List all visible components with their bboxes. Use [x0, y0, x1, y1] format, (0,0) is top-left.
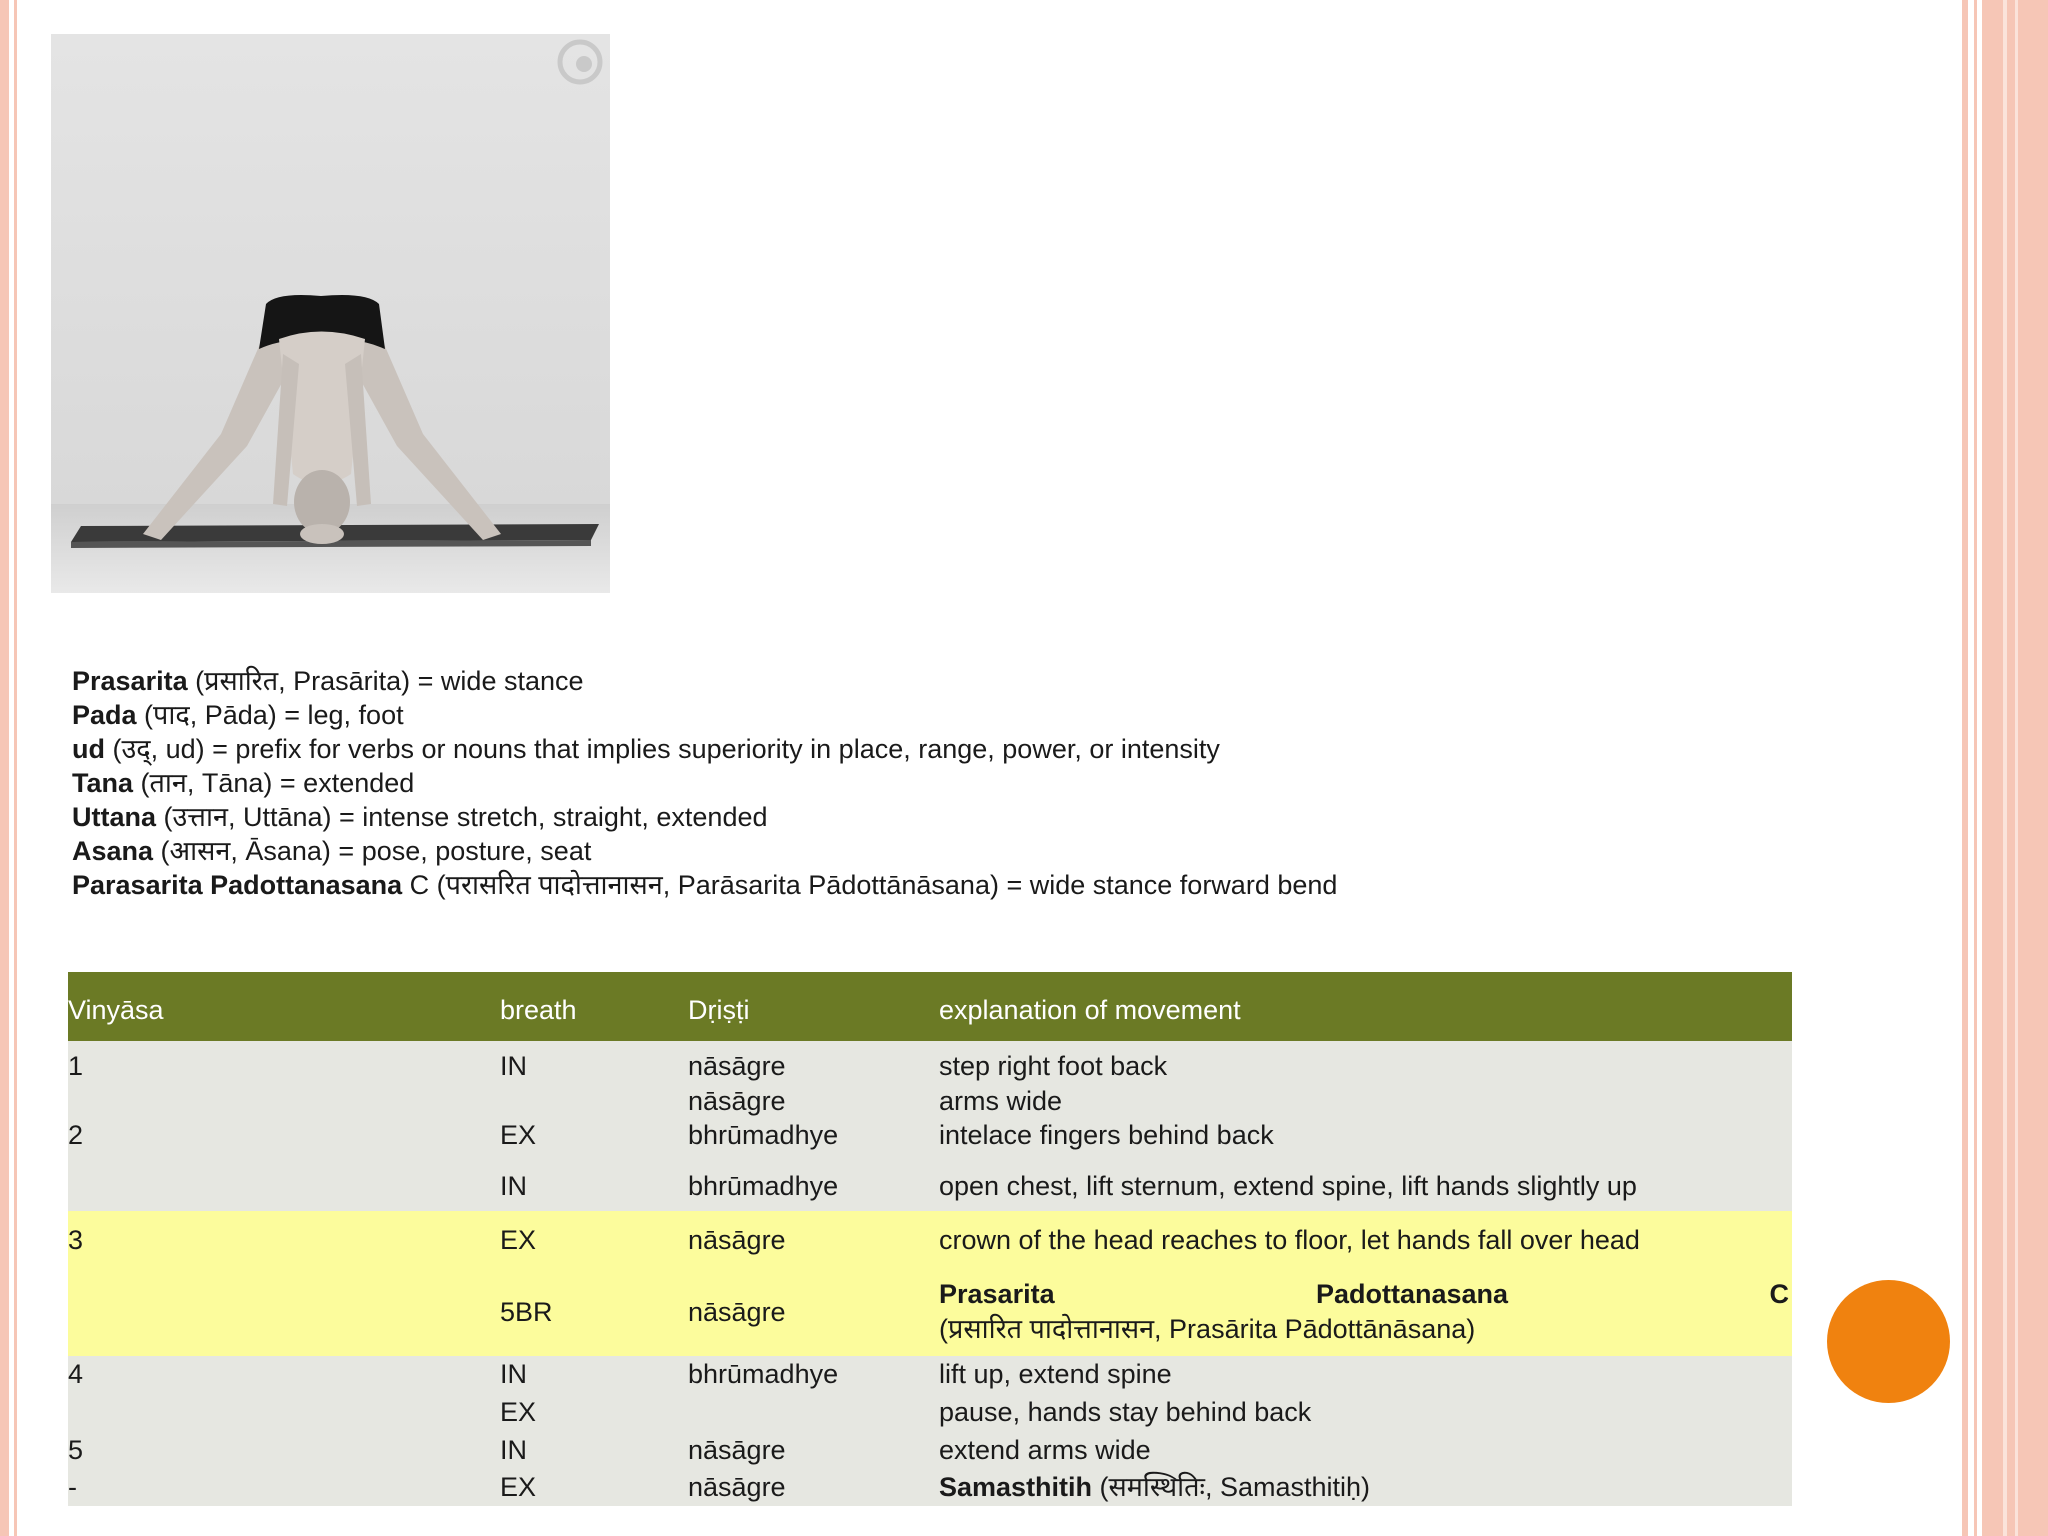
table-row: 5BR nāsāgre Prasarita Padottanasana C (प्रसारित पादोत्तानासन, Prasārita Pādottānāsana) — [68, 1277, 1792, 1347]
vinyasa-table — [68, 972, 1792, 1506]
table-row: EX pause, hands stay behind back — [500, 1397, 1312, 1427]
samasthitih-cell: Samasthitih (समस्थितिः, Samasthitiḥ) — [939, 1472, 1371, 1502]
right-border-line-2 — [1974, 0, 1977, 1536]
glossary-line: Tana (तान, Tāna) = extended — [72, 768, 415, 798]
sanskrit-glossary — [72, 664, 1772, 902]
left-border-stripe — [0, 0, 9, 1536]
glossary-line: Uttana (उत्तान, Uttāna) = intense stretch, straight, extended — [72, 802, 768, 832]
right-border-highlight-1 — [2003, 0, 2007, 1536]
header-explanation: explanation of movement — [939, 995, 1241, 1025]
table-row: 2 EX bhrūmadhye intelace fingers behind back — [68, 1120, 1274, 1150]
pose-photo — [51, 34, 610, 593]
table-row: nāsāgre arms wide — [688, 1086, 1063, 1116]
table-row: IN bhrūmadhye open chest, lift sternum, extend spine, lift hands slightly up — [500, 1171, 1637, 1201]
table-row: 5 IN nāsāgre extend arms wide — [68, 1435, 1151, 1465]
pose-name-cell: Prasarita Padottanasana C (प्रसारित पादोत्तानासन, Prasārita Pādottānāsana) — [939, 1279, 1789, 1344]
table-row: 1 IN nāsāgre step right foot back — [68, 1051, 1168, 1081]
table-section-grey — [68, 1356, 1792, 1506]
glossary-line: Parasarita Padottanasana C (परासरित पादोत्तानासन, Parāsarita Pādottānāsana) = wide stance forward bend — [72, 870, 1338, 900]
table-row: 4 IN bhrūmadhye lift up, extend spine — [68, 1359, 1172, 1389]
table-row: 3 EX nāsāgre crown of the head reaches to floor, let hands fall over head — [68, 1225, 1640, 1255]
orange-circle-decoration — [1827, 1280, 1950, 1403]
glossary-line: Prasarita (प्रसारित, Prasārita) = wide stance — [72, 666, 584, 696]
table-section-grey — [68, 1041, 1792, 1211]
header-drishti: Dṛiṣṭi — [688, 995, 750, 1025]
header-vinyasa: Vinyāsa — [68, 995, 164, 1025]
table-section-highlight — [68, 1211, 1792, 1356]
left-border-line — [14, 0, 17, 1536]
table-header — [68, 972, 1792, 1041]
glossary-line: Asana (आसन, Āsana) = pose, posture, seat — [72, 836, 592, 866]
right-border-line-1 — [1962, 0, 1968, 1536]
glossary-line: ud (उद्, ud) = prefix for verbs or nouns that implies superiority in place, range, power, or intensity — [72, 734, 1220, 764]
header-breath: breath — [500, 995, 577, 1025]
glossary-line: Pada (पाद, Pāda) = leg, foot — [72, 700, 404, 730]
table-row: - EX nāsāgre Samasthitih (समस्थितिः, Samasthitiḥ) — [68, 1472, 1371, 1502]
right-border-highlight-2 — [2015, 0, 2018, 1536]
